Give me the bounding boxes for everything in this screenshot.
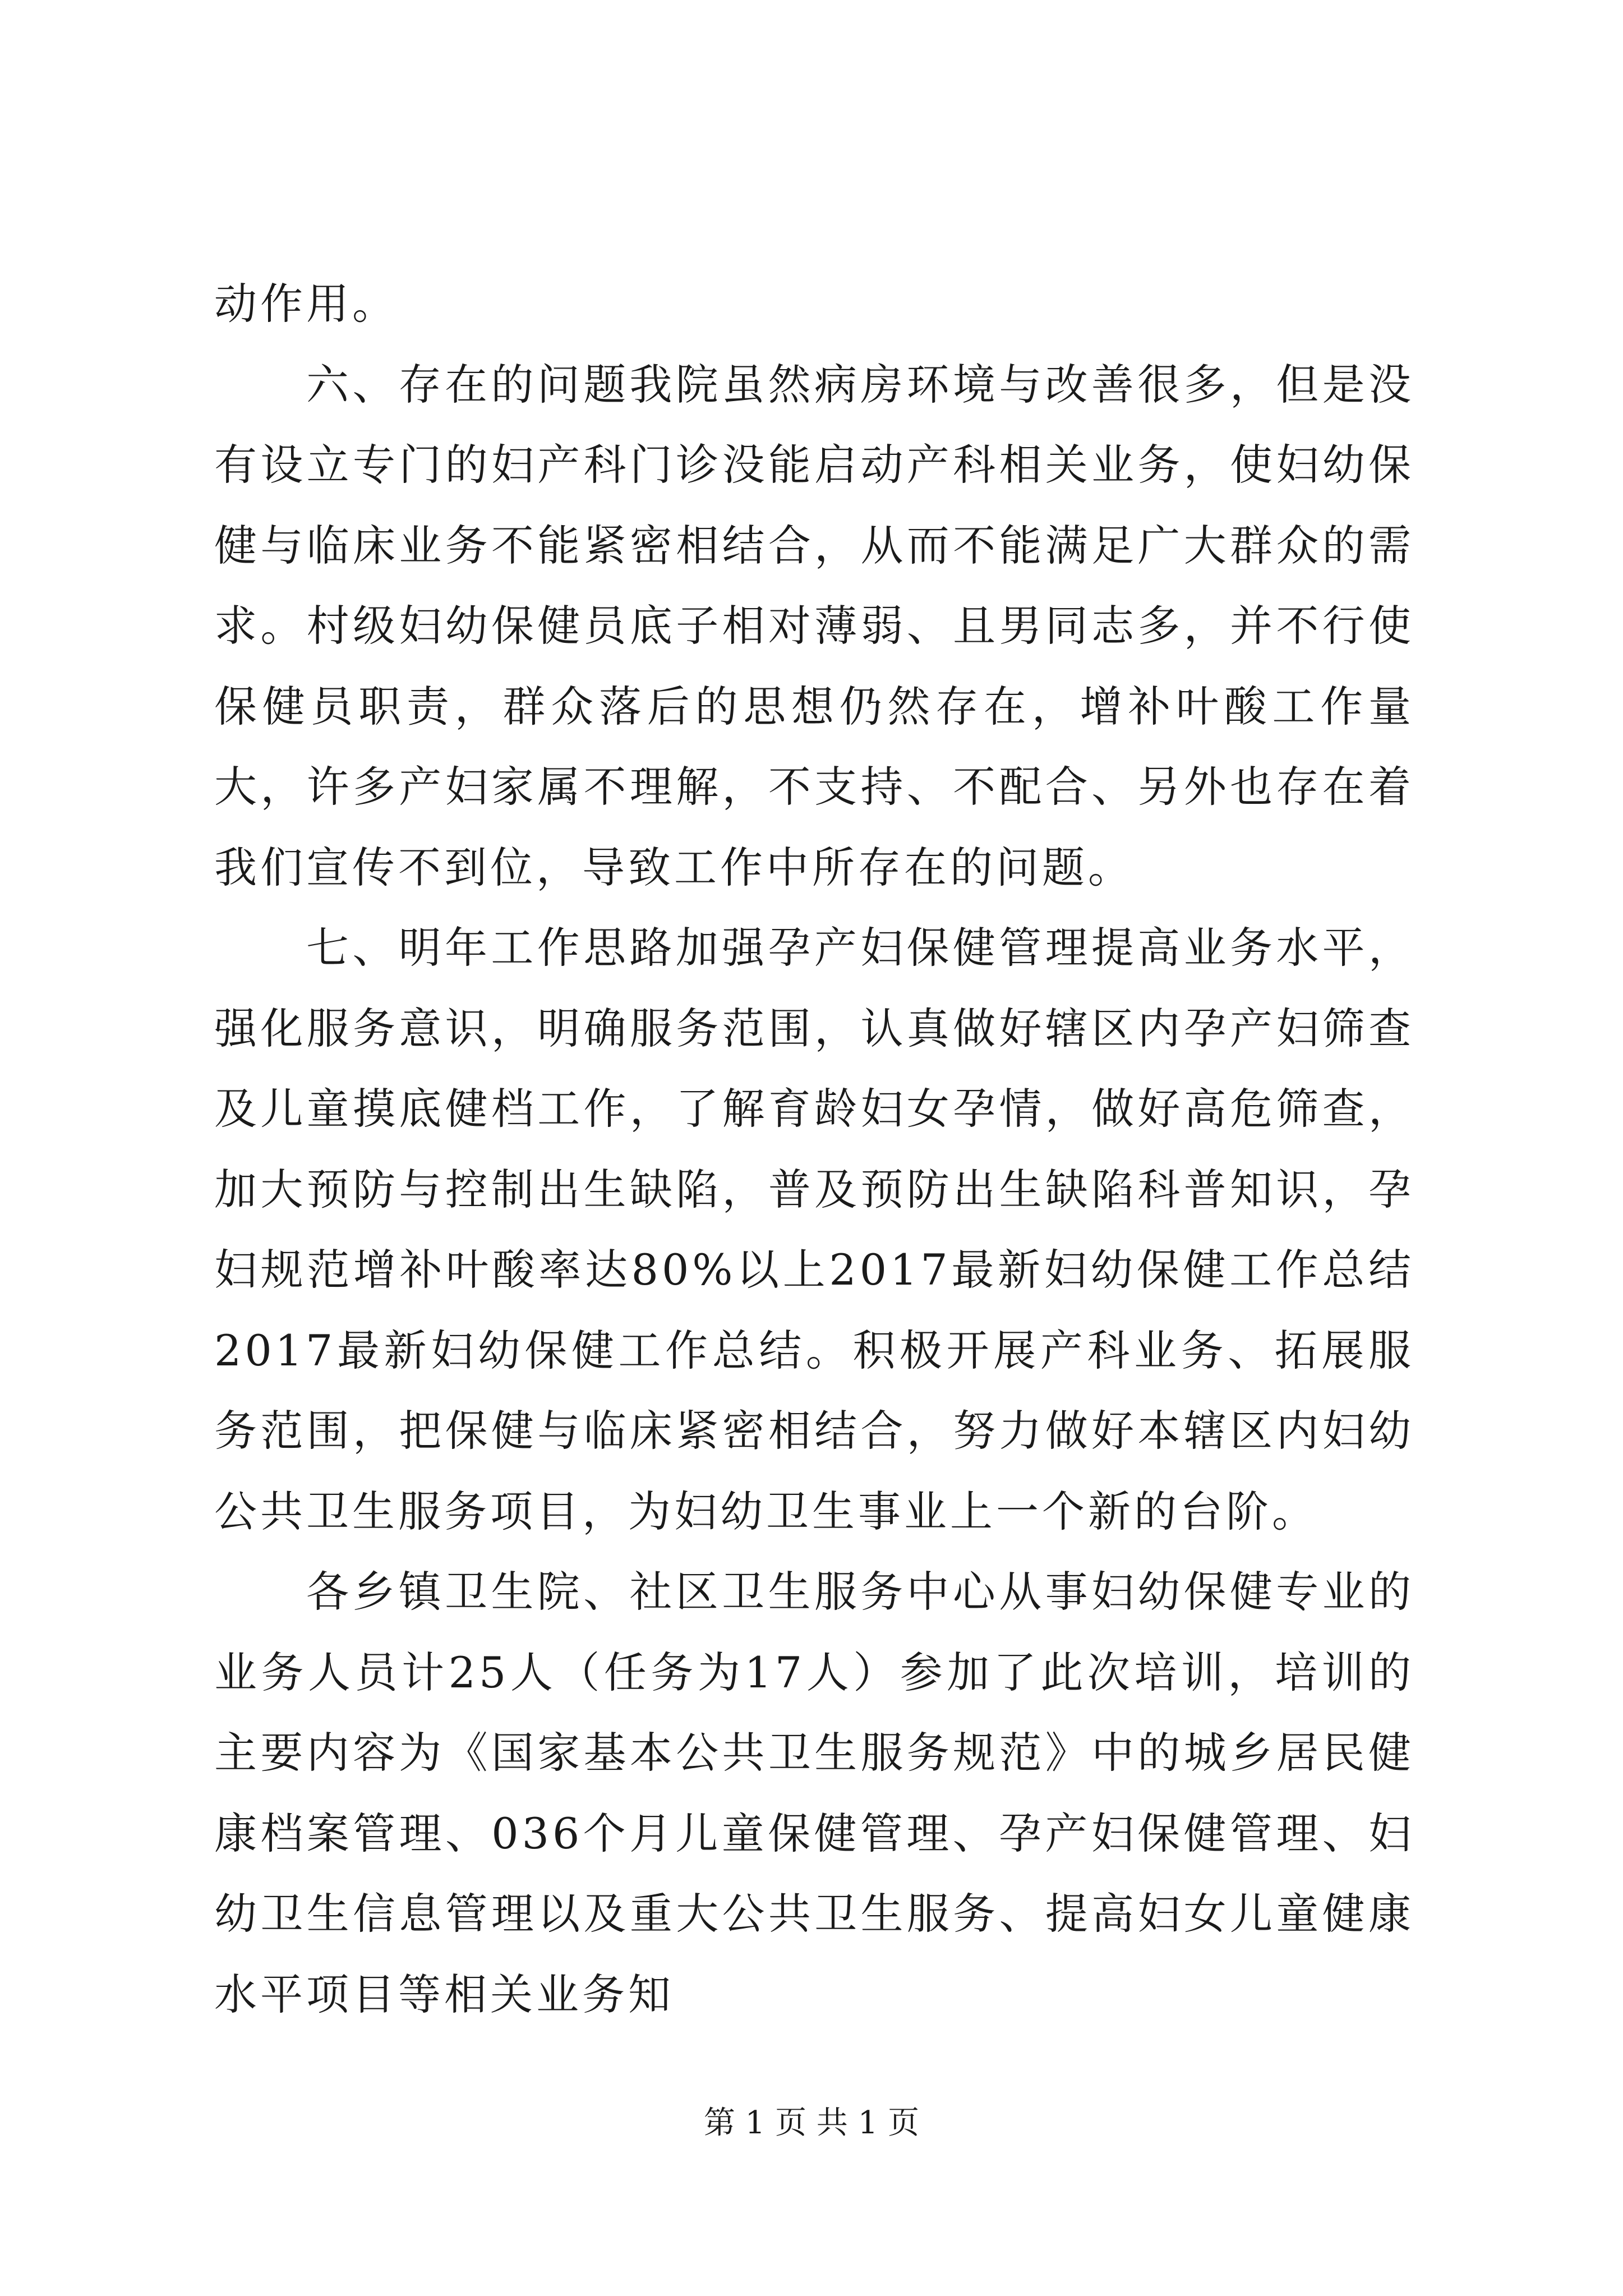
paragraph-training: 各乡镇卫生院、社区卫生服务中心从事妇幼保健专业的业务人员计25人（任务为17人）参加了此次培训，培训的主要内容为《国家基本公共卫生服务规范》中的城乡居民健康档案管理、036个月儿童保健管理、孕产妇保健管理、妇幼卫生信息管理以及重大公共卫生服务、提高妇女儿童健康水平项目等相关业务知 (214, 1567, 1414, 2019)
page-number-footer: 第 1 页 共 1 页 (703, 2105, 920, 2141)
document-body (214, 264, 1414, 2035)
paragraph-next-year-plan: 七、明年工作思路加强孕产妇保健管理提高业务水平，强化服务意识，明确服务范围，认真做好辖区内孕产妇筛查及儿童摸底健档工作，了解育龄妇女孕情，做好高危筛查，加大预防与控制出生缺陷，普及预防出生缺陷科普知识，孕妇规范增补叶酸率达80%以上2017最新妇幼保健工作总结2017最新妇幼保健工作总结。积极开展产科业务、拓展服务范围，把保健与临床紧密相结合，努力做好本辖区内妇幼公共卫生服务项目，为妇幼卫生事业上一个新的台阶。 (214, 923, 1414, 1536)
paragraph-continuation: 动作用。 (214, 279, 398, 329)
paragraph-problems: 六、存在的问题我院虽然病房环境与改善很多，但是没有设立专门的妇产科门诊没能启动产科相关业务，使妇幼保健与临床业务不能紧密相结合，从而不能满足广大群众的需求。村级妇幼保健员底子相对薄弱、且男同志多，并不行使保健员职责，群众落后的思想仍然存在，增补叶酸工作量大，许多产妇家属不理解，不支持、不配合、另外也存在着我们宣传不到位，导致工作中所存在的问题。 (214, 359, 1414, 892)
